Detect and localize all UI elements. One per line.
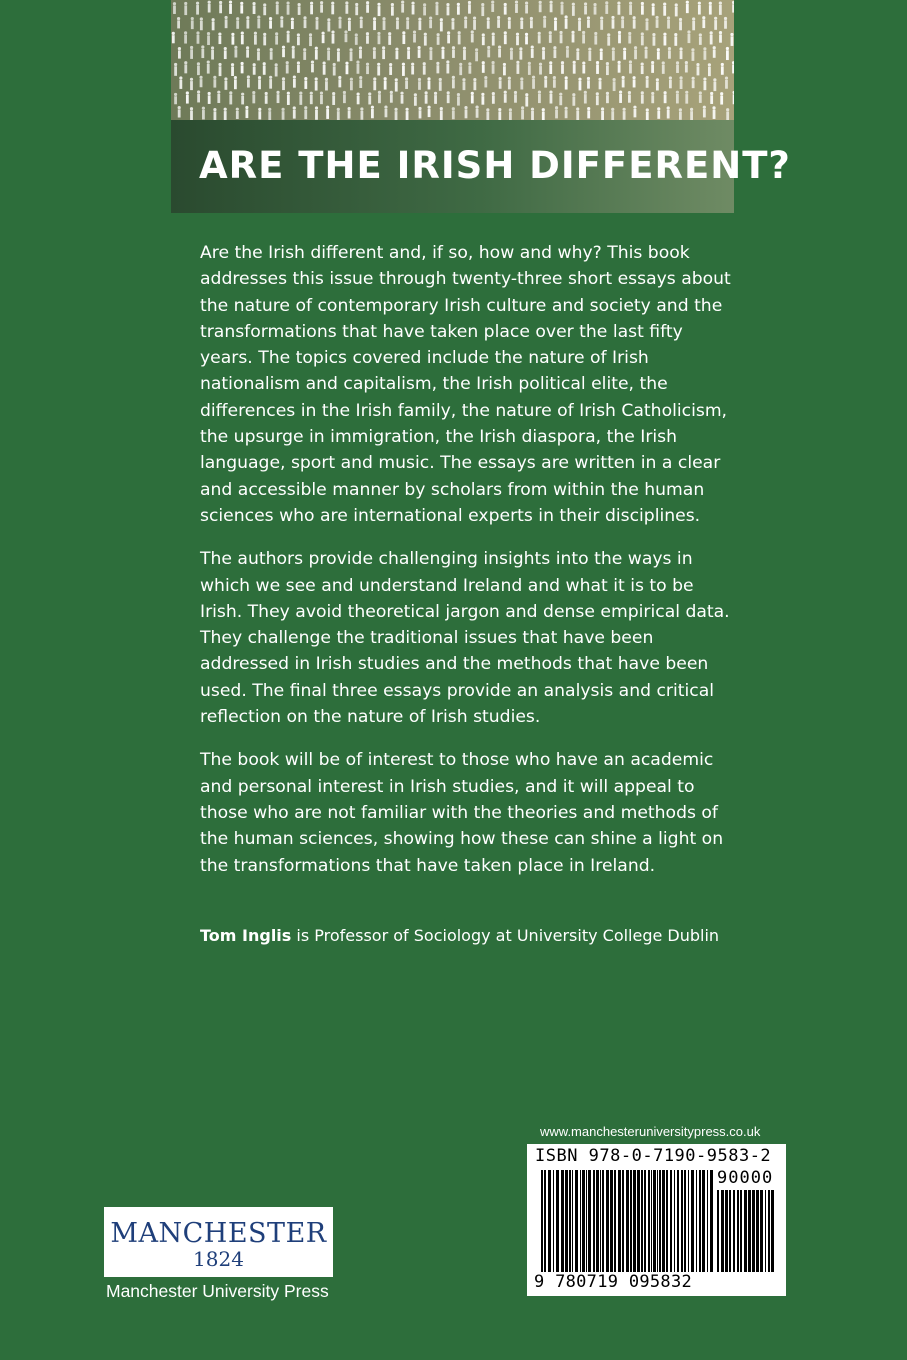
ean-number: 9 780719 095832 <box>534 1272 693 1292</box>
isbn-number: ISBN 978-0-7190-9583-2 <box>535 1146 772 1166</box>
book-title: ARE THE IRISH DIFFERENT? <box>199 144 791 187</box>
crowd-figures-image <box>171 0 734 120</box>
barcode-box <box>527 1144 786 1296</box>
author-name: Tom Inglis <box>200 926 292 945</box>
author-bio <box>200 925 760 947</box>
ean-barcode-bars <box>541 1170 713 1272</box>
blurb-paragraph-3: The book will be of interest to those who have an academic and personal interest in Irish studies, and it will appeal to those who are not familiar with the theories and methods of the human sciences, showing how these can shine a light on the transformations that have taken place in Ireland. <box>200 750 724 876</box>
publisher-name: Manchester University Press <box>106 1281 329 1301</box>
blurb-text <box>200 240 740 896</box>
logo-year: 1824 <box>193 1247 244 1271</box>
publisher-logo <box>104 1207 333 1277</box>
addon-barcode-bars <box>717 1190 777 1272</box>
publisher-url: www.manchesteruniversitypress.co.uk <box>540 1124 761 1139</box>
author-description: is Professor of Sociology at University College Dublin <box>291 926 720 945</box>
crowd-photo-band <box>171 0 734 120</box>
blurb-paragraph-1: Are the Irish different and, if so, how and why? This book addresses this issue through twenty-three short essays about the nature of contemporary Irish culture and society and the transformations that have taken place over the last fifty years. The topics covered include the nature of Irish nationalism and capitalism, the Irish political elite, the differences in the Irish family, the nature of Irish Catholicism, the upsurge in immigration, the Irish diaspora, the Irish language, sport and music. The essays are written in a clear and accessible manner by scholars from within the human sciences who are international experts in their disciplines. <box>200 243 731 526</box>
price-addon: 90000 <box>717 1168 774 1188</box>
logo-wordmark: MANCHESTER <box>110 1218 327 1249</box>
blurb-paragraph-2: The authors provide challenging insights into the ways in which we see and understand Ireland and what it is to be Irish. They avoid theoretical jargon and dense empirical data. They challenge the traditional issues that have been addressed in Irish studies and the methods that have been used. The final three essays provide an analysis and critical reflection on the nature of Irish studies. <box>200 549 730 728</box>
title-band <box>171 120 791 213</box>
